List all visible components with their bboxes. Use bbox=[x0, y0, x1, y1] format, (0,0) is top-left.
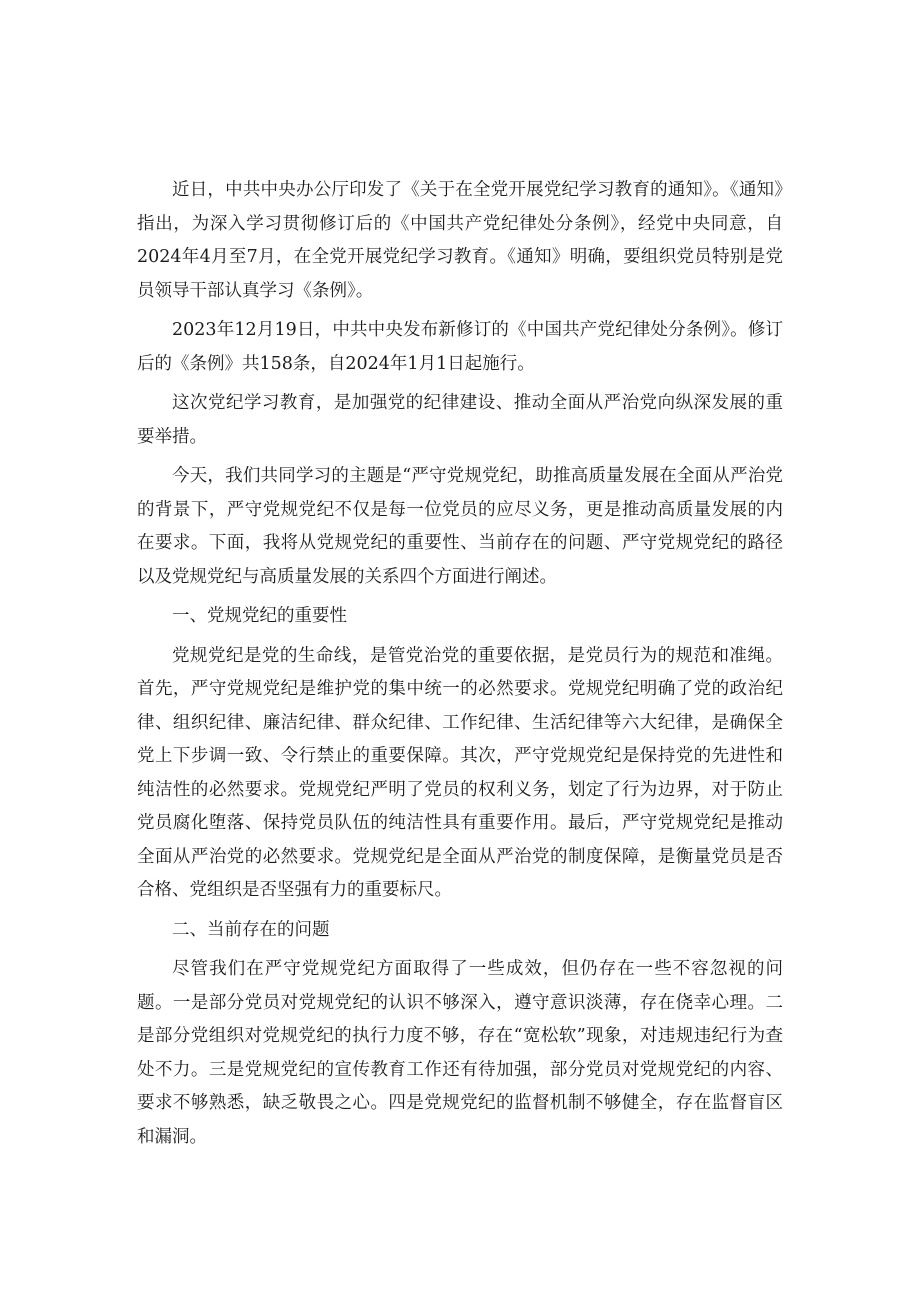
section-heading-problems: 二、当前存在的问题 bbox=[172, 919, 330, 940]
section-body-problems: 尽管我们在严守党规党纪方面取得了一些成效，但仍存在一些不容忽视的问题。一是部分党员对党规党纪的认识不够深入，遵守意识淡薄，存在侥幸心理。二是部分党组织对党规党纪的执行力度不够，存在“宽松软”现象，对违规违纪行为查处不力。三是党规党纪的宣传教育工作还有待加强，部分党员对党规党纪的内容、要求不够熟悉，缺乏敬畏之心。四是党规党纪的监督机制不够健全，存在监督盲区和漏洞。 bbox=[137, 959, 783, 1147]
paragraph-theme-intro: 今天，我们共同学习的主题是“严守党规党纪，助推高质量发展在全面从严治党的背景下，严守党规党纪不仅是每一位党员的应尽义务，更是推动高质量发展的内在要求。下面，我将从党规党纪的重要性、当前存在的问题、严守党规党纪的路径以及党规党纪与高质量发展的关系四个方面进行阐述。 bbox=[137, 466, 783, 587]
paragraph-education-purpose: 这次党纪学习教育，是加强党的纪律建设、推动全面从严治党向纵深发展的重要举措。 bbox=[137, 393, 783, 447]
section-body-importance: 党规党纪是党的生命线，是管党治党的重要依据，是党员行为的规范和准绳。首先，严守党规党纪是维护党的集中统一的必然要求。党规党纪明确了党的政治纪律、组织纪律、廉洁纪律、群众纪律、工作纪律、生活纪律等六大纪律，是确保全党上下步调一致、令行禁止的重要保障。其次，严守党规党纪是保持党的先进性和纯洁性的必然要求。党规党纪严明了党员的权利义务，划定了行为边界，对于防止党员腐化堕落、保持党员队伍的纯洁性具有重要作用。最后，严守党规党纪是推动全面从严治党的必然要求。党规党纪是全面从严治党的制度保障，是衡量党员是否合格、党组织是否坚强有力的重要标尺。 bbox=[137, 645, 783, 900]
paragraph-notice: 近日，中共中央办公厅印发了《关于在全党开展党纪学习教育的通知》。《通知》指出，为深入学习贯彻修订后的《中国共产党纪律处分条例》，经党中央同意，自2024年4月至7月，在全党开展党纪学习教育。《通知》明确，要组织党员特别是党员领导干部认真学习《条例》。 bbox=[137, 180, 783, 301]
document-body bbox=[137, 174, 783, 1160]
paragraph-regulation-release: 2023年12月19日，中共中央发布新修订的《中国共产党纪律处分条例》。修订后的《条例》共158条，自2024年1月1日起施行。 bbox=[137, 320, 783, 374]
section-heading-importance: 一、党规党纪的重要性 bbox=[172, 606, 347, 626]
